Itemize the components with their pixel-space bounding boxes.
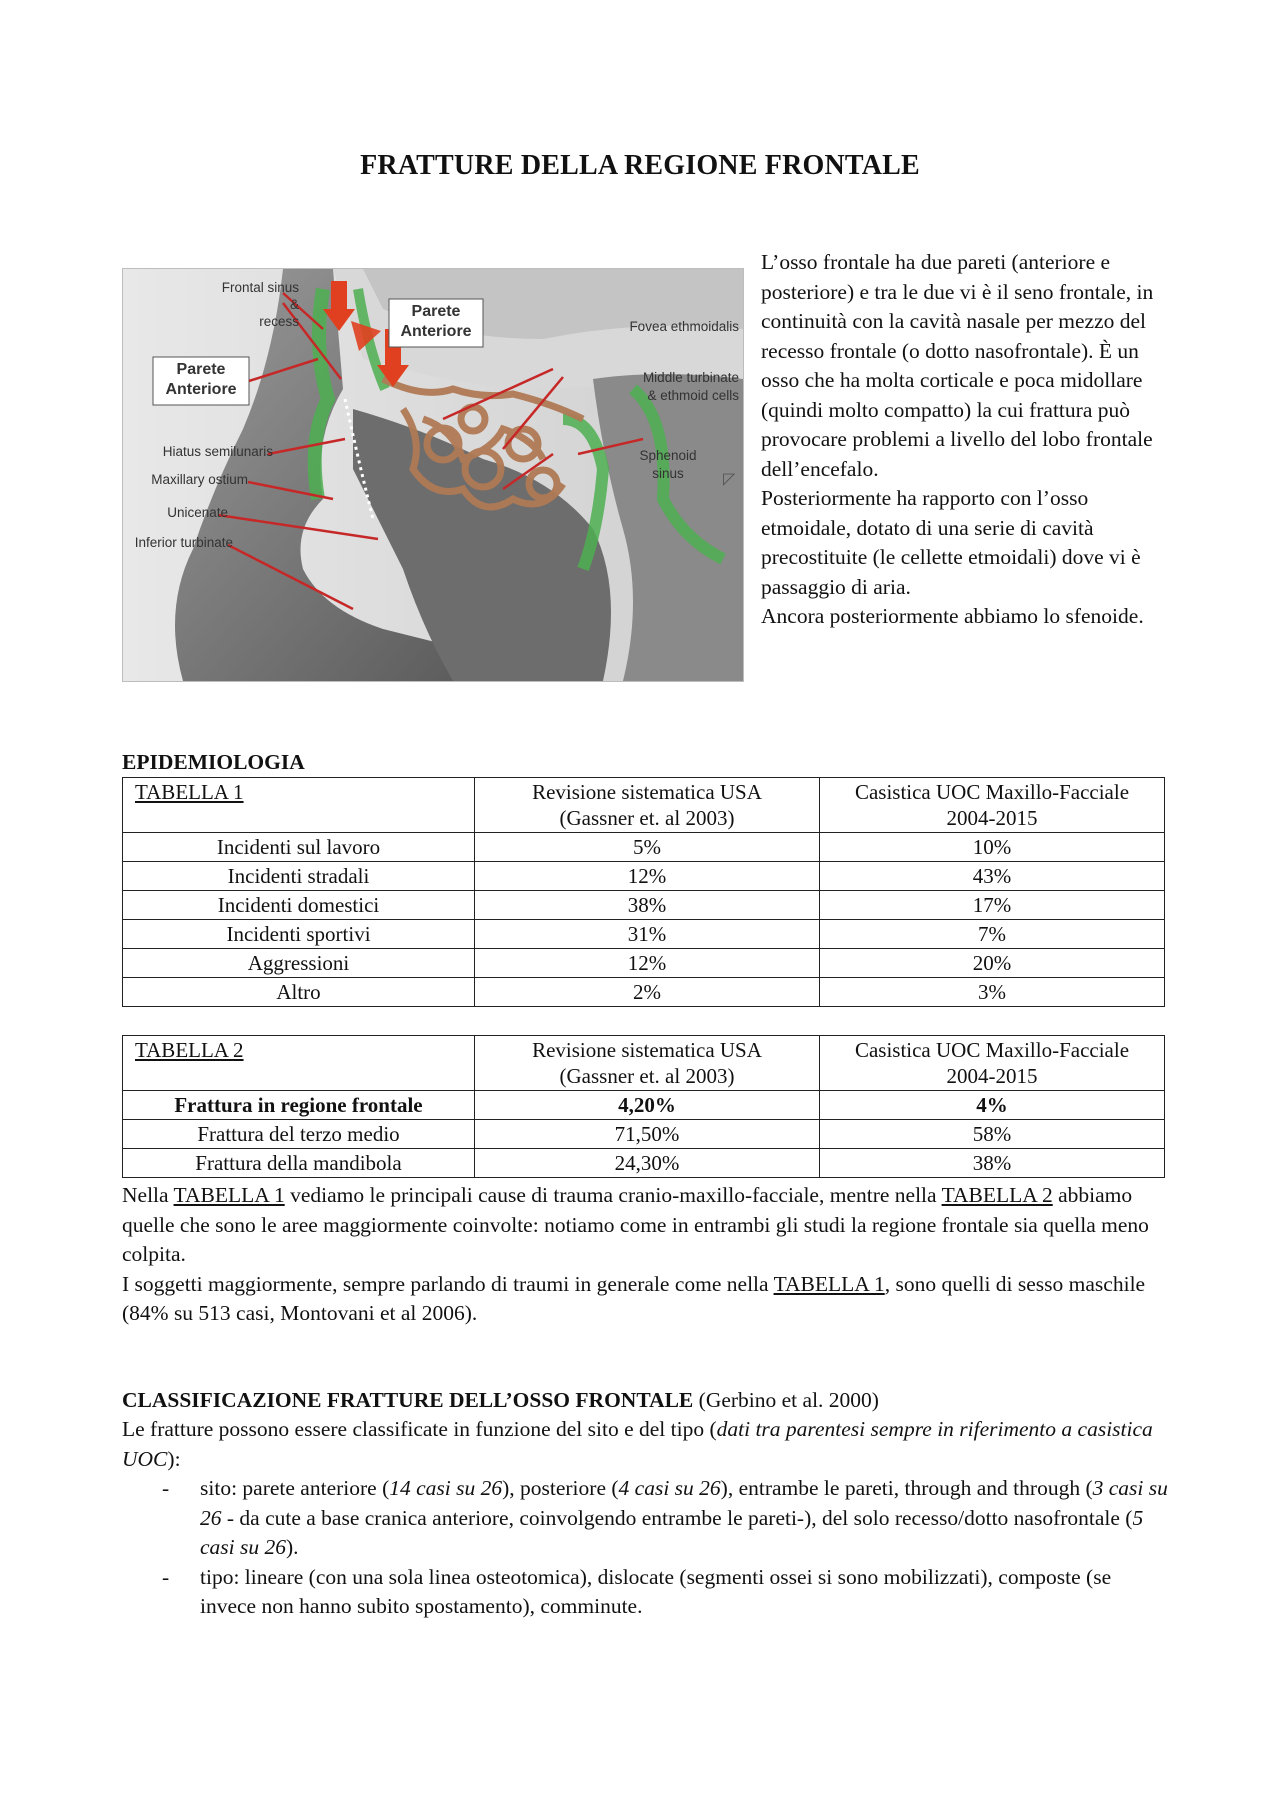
classification-intro: Le fratture possono essere classificate in funzione del sito e del tipo (dati tra parentesi sempre in riferimento a casistica UOC): xyxy=(122,1417,1153,1471)
table-1-reference: TABELLA 1 xyxy=(773,1271,885,1296)
table-row: Frattura in regione frontale 4,20% 4% xyxy=(123,1091,1165,1120)
sinus-anatomy-figure xyxy=(122,268,744,682)
label-sphenoid: Sphenoid sinus xyxy=(639,448,697,481)
label-parete-anteriore-left: Parete Anteriore xyxy=(165,361,237,398)
table-1-label: TABELLA 1 xyxy=(123,778,475,833)
table-row: Incidenti domestici 38% 17% xyxy=(123,891,1165,920)
list-item: - sito: parete anteriore (14 casi su 26), posteriore (4 casi su 26), entrambe le pareti, through and through (3 casi su 26 - da cute a base cranica anteriore, coinvolgendo entrambe le pareti-), del solo recesso/dotto nasofrontale (5 casi su 26). xyxy=(162,1476,1168,1559)
intro-paragraph-2: Posteriormente ha rapporto con l’osso etmoidale, dotato di una serie di cavità precostituite (le cellette etmoidali) dove vi è passaggio di aria. xyxy=(761,486,1141,599)
label-fovea: Fovea ethmoidalis xyxy=(629,319,739,334)
label-parete-anteriore-top: Parete Anteriore xyxy=(400,303,472,340)
label-maxillary: Maxillary ostium xyxy=(151,472,248,487)
label-frontal-sinus: Frontal sinus & recess xyxy=(221,280,299,329)
table-2-header xyxy=(123,1036,1165,1091)
table-row: Altro 2% 3% xyxy=(123,978,1165,1007)
intro-paragraph-3: Ancora posteriormente abbiamo lo sfenoide. xyxy=(761,604,1144,628)
table-row: Incidenti sul lavoro 5% 10% xyxy=(123,833,1165,862)
classification-heading: CLASSIFICAZIONE FRATTURE DELL’OSSO FRONTALE (Gerbino et al. 2000) xyxy=(122,1388,879,1412)
list-item: - tipo: lineare (con una sola linea osteotomica), dislocate (segmenti ossei si sono mobilizzati), composte (se invece non hanno subito spostamento), comminute. xyxy=(162,1564,1112,1618)
table-1 xyxy=(122,777,1165,1007)
tables-commentary: Nella TABELLA 1 vediamo le principali cause di trauma cranio-maxillo-facciale, mentre nella TABELLA 2 abbiamo quelle che sono le aree maggiormente coinvolte: notiamo come in entrambi gli studi la regione frontale sia quella meno colpita. I soggetti maggiormente, sempre parlando di traumi in generale come nella TABELLA 1, sono quelli di sesso maschile (84% su 513 casi, Montovani et al 2006). xyxy=(122,1183,1149,1325)
table-2-col-uoc: Casistica UOC Maxillo-Facciale 2004-2015 xyxy=(820,1036,1165,1091)
table-2-label: TABELLA 2 xyxy=(123,1036,475,1091)
table-1-reference: TABELLA 1 xyxy=(173,1183,285,1207)
table-2 xyxy=(122,1035,1165,1178)
page-title: FRATTURE DELLA REGIONE FRONTALE xyxy=(360,150,920,181)
classification-list xyxy=(122,1474,1172,1622)
label-hiatus: Hiatus semilunaris xyxy=(162,444,273,459)
table-1-col-uoc: Casistica UOC Maxillo-Facciale 2004-2015 xyxy=(820,778,1165,833)
label-middle-turbinate: Middle turbinate & ethmoid cells xyxy=(642,370,739,403)
table-row: Incidenti sportivi 31% 7% xyxy=(123,920,1165,949)
intro-paragraph-1: L’osso frontale ha due pareti (anteriore e posteriore) e tra le due vi è il seno frontale, in continuità con la cavità nasale per mezzo del recesso frontale (o dotto nasofrontale). È un osso che ha molta corticale e poca midollare (quindi molto compatto) la cui frattura può provocare problemi a livello del lobo frontale dell’encefalo. xyxy=(761,250,1154,481)
intro-text xyxy=(761,248,1161,632)
table-1-header xyxy=(123,778,1165,833)
label-inferior-turbinate: Inferior turbinate xyxy=(134,535,233,550)
table-row: Aggressioni 12% 20% xyxy=(123,949,1165,978)
table-row: Incidenti stradali 12% 43% xyxy=(123,862,1165,891)
epidemiology-heading: EPIDEMIOLOGIA xyxy=(122,750,305,774)
table-1-col-usa: Revisione sistematica USA (Gassner et. al 2003) xyxy=(475,778,820,833)
table-row: Frattura del terzo medio 71,50% 58% xyxy=(123,1120,1165,1149)
table-2-col-usa: Revisione sistematica USA (Gassner et. al 2003) xyxy=(475,1036,820,1091)
label-unicenate: Unicenate xyxy=(167,505,228,520)
bullet-dash: - xyxy=(162,1476,170,1500)
mouse-cursor-icon: ◸ xyxy=(723,469,736,488)
table-row: Frattura della mandibola 24,30% 38% xyxy=(123,1149,1165,1178)
bullet-dash: - xyxy=(162,1564,170,1589)
table-2-reference: TABELLA 2 xyxy=(941,1183,1053,1207)
